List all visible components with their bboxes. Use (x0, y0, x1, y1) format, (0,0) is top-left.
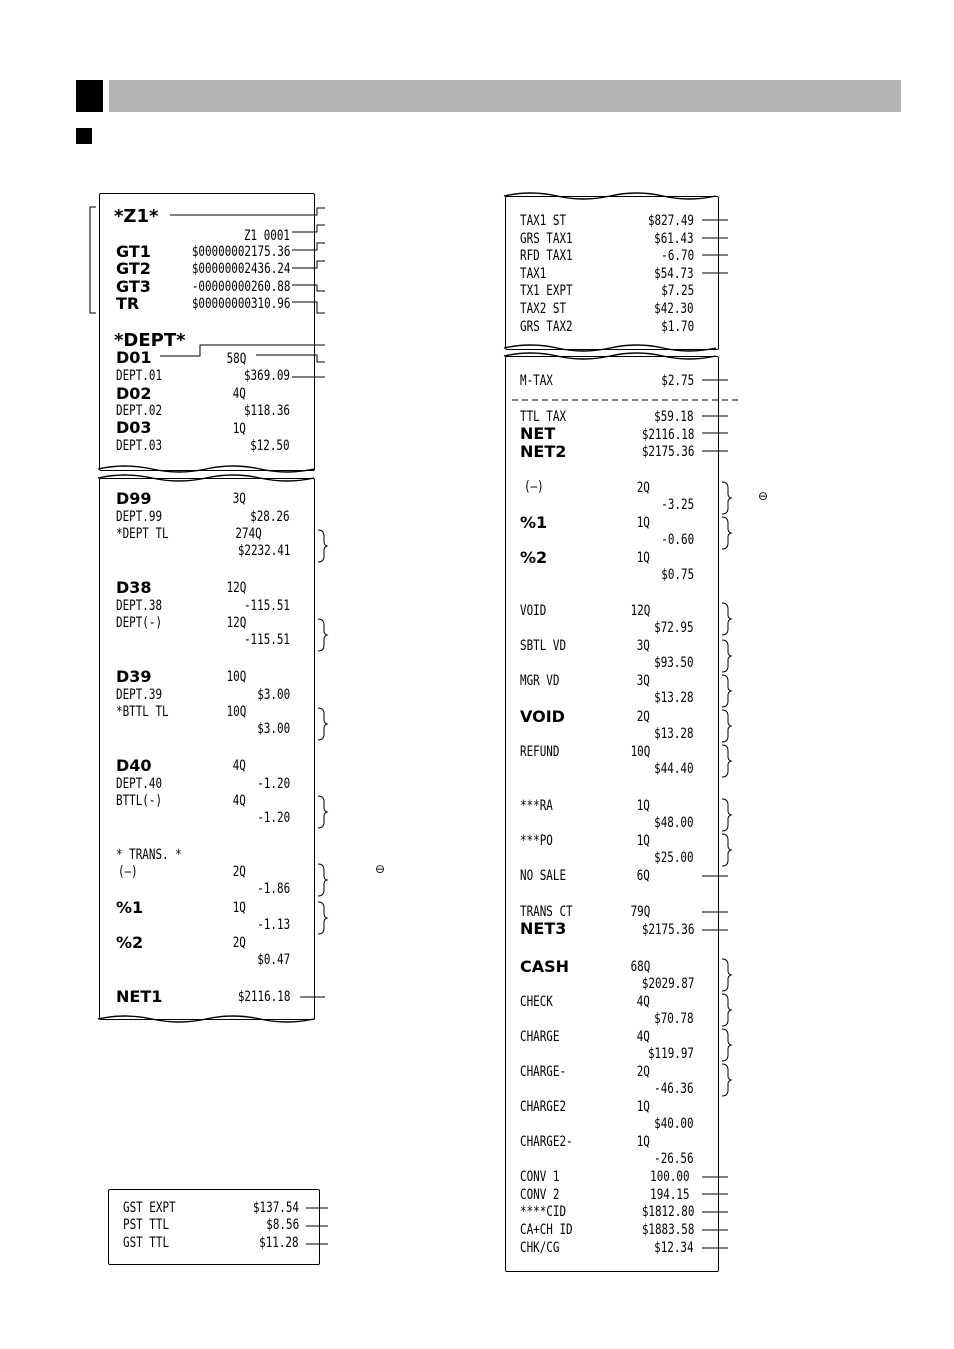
net-value: $2116.18 (641, 427, 694, 443)
sbtlvd-qty: 3Q (636, 638, 650, 654)
conv1-label: CONV 1 (520, 1169, 560, 1185)
nosale-qty: 6Q (636, 868, 650, 884)
conv1-value: 100.00 (650, 1169, 690, 1185)
d38-qty: 12Q (226, 580, 246, 596)
dept03-value: $12.50 (250, 438, 290, 454)
dept39-value: $3.00 (257, 687, 290, 703)
net3-label: NET3 (520, 919, 567, 938)
mtax-label: M-TAX (520, 373, 553, 389)
dept39-label: DEPT.39 (116, 687, 163, 703)
tax2st-label: TAX2 ST (520, 301, 567, 317)
tax1st-value: $827.49 (647, 213, 694, 229)
net1-value: $2116.18 (237, 989, 290, 1005)
pct1-label: %1 (520, 513, 548, 532)
charge2-qty: 1Q (636, 1099, 650, 1115)
grstax2-value: $1.70 (661, 319, 694, 335)
sbtlvd-label: SBTL VD (520, 638, 567, 654)
pstttl-value: $8.56 (266, 1217, 299, 1233)
minus-qty: 2Q (232, 864, 246, 880)
check-label: CHECK (520, 994, 553, 1010)
bttltl-label: *BTTL TL (116, 704, 169, 720)
trans-title: * TRANS. * (116, 847, 182, 863)
po-label: ***PO (520, 833, 553, 849)
bttlm-value: -1.20 (257, 810, 290, 826)
cachid-label: CA+CH ID (520, 1222, 573, 1238)
depttl-label: *DEPT TL (116, 526, 169, 542)
tax2st-value: $42.30 (654, 301, 694, 317)
bttltl-qty: 10Q (226, 704, 246, 720)
cash-qty: 68Q (630, 959, 650, 975)
depttl-qty: 274Q (235, 526, 262, 542)
rfdtax1-label: RFD TAX1 (520, 248, 573, 264)
po-qty: 1Q (636, 833, 650, 849)
gstttl-label: GST TTL (123, 1235, 170, 1251)
d38-label: D38 (116, 578, 152, 597)
grstax2-label: GRS TAX2 (520, 319, 573, 335)
dept03-label: DEPT.03 (116, 438, 163, 454)
tx1expt-value: $7.25 (661, 283, 694, 299)
minus-circle-icon: ⊖ (375, 862, 386, 876)
d03-qty: 1Q (232, 421, 246, 437)
transct-label: TRANS CT (520, 904, 573, 920)
z1-counter: Z1 0001 (243, 228, 290, 244)
chargem-value: -46.36 (654, 1081, 694, 1097)
refund-value: $44.40 (654, 761, 694, 777)
d02-qty: 4Q (232, 386, 246, 402)
charge2m-label: CHARGE2- (520, 1134, 573, 1150)
ra-value: $48.00 (654, 815, 694, 831)
grstax1-label: GRS TAX1 (520, 231, 573, 247)
minus-value: -1.86 (257, 881, 290, 897)
gt1-value: $00000002175.36 (191, 244, 290, 260)
depttl-value: $2232.41 (237, 543, 290, 559)
dept40-value: -1.20 (257, 776, 290, 792)
dept38-label: DEPT.38 (116, 598, 163, 614)
d40-label: D40 (116, 756, 152, 775)
void-value: $72.95 (654, 620, 694, 636)
check-qty: 4Q (636, 994, 650, 1010)
deptm-value: -115.51 (243, 632, 290, 648)
d99-label: D99 (116, 489, 152, 508)
ra-qty: 1Q (636, 798, 650, 814)
chkcg-label: CHK/CG (520, 1240, 560, 1256)
pct1-value: -1.13 (257, 917, 290, 933)
ttltax-value: $59.18 (654, 409, 694, 425)
minus-label: (—) (118, 864, 138, 880)
sbtlvd-value: $93.50 (654, 655, 694, 671)
cachid-value: $1883.58 (641, 1222, 694, 1238)
chkcg-value: $12.34 (654, 1240, 694, 1256)
cid-value: $1812.80 (641, 1204, 694, 1220)
pct1-value: -0.60 (661, 532, 694, 548)
net1-label: NET1 (116, 987, 163, 1006)
net-label: NET (520, 424, 556, 443)
cid-label: ****CID (520, 1204, 567, 1220)
conv2-value: 194.15 (650, 1187, 690, 1203)
minus-value: -3.25 (661, 497, 694, 513)
pct2-label: %2 (520, 548, 548, 567)
bttlm-label: BTTL(-) (116, 793, 163, 809)
dept02-label: DEPT.02 (116, 403, 163, 419)
dept01-value: $369.09 (243, 368, 290, 384)
deptm-qty: 12Q (226, 615, 246, 631)
pct1-qty: 1Q (636, 515, 650, 531)
mgrvd-label: MGR VD (520, 673, 560, 689)
void-bold-qty: 2Q (636, 709, 650, 725)
gstexpt-value: $137.54 (252, 1200, 299, 1216)
bttltl-value: $3.00 (257, 721, 290, 737)
cash-value: $2029.87 (641, 976, 694, 992)
chargem-label: CHARGE- (520, 1064, 567, 1080)
charge-qty: 4Q (636, 1029, 650, 1045)
cash-label: CASH (520, 957, 570, 976)
charge2-value: $40.00 (654, 1116, 694, 1132)
dept40-label: DEPT.40 (116, 776, 163, 792)
refund-label: REFUND (520, 744, 560, 760)
tax1-value: $54.73 (654, 266, 694, 282)
pct2-value: $0.47 (257, 952, 290, 968)
d01-label: D01 (116, 348, 152, 367)
tax1-label: TAX1 (520, 266, 547, 282)
tr-label: TR (116, 294, 140, 313)
mgrvd-value: $13.28 (654, 690, 694, 706)
ra-label: ***RA (520, 798, 553, 814)
minus-qty: 2Q (636, 480, 650, 496)
d02-label: D02 (116, 384, 152, 403)
gt3-label: GT3 (116, 277, 151, 296)
gt2-label: GT2 (116, 259, 151, 278)
deptm-label: DEPT(-) (116, 615, 163, 631)
z1-title: *Z1* (114, 206, 159, 227)
tax1st-label: TAX1 ST (520, 213, 567, 229)
nosale-label: NO SALE (520, 868, 567, 884)
dept01-label: DEPT.01 (116, 368, 163, 384)
net3-value: $2175.36 (641, 922, 694, 938)
conv2-label: CONV 2 (520, 1187, 560, 1203)
d39-qty: 10Q (226, 669, 246, 685)
bttlm-qty: 4Q (232, 793, 246, 809)
charge2-label: CHARGE2 (520, 1099, 567, 1115)
pct2-qty: 1Q (636, 550, 650, 566)
void-label: VOID (520, 603, 547, 619)
mtax-value: $2.75 (661, 373, 694, 389)
pct2-qty: 2Q (232, 935, 246, 951)
gt1-label: GT1 (116, 242, 151, 261)
grstax1-value: $61.43 (654, 231, 694, 247)
refund-qty: 10Q (630, 744, 650, 760)
net2-label: NET2 (520, 442, 567, 461)
charge-value: $119.97 (647, 1046, 694, 1062)
void-bold-value: $13.28 (654, 726, 694, 742)
d03-label: D03 (116, 418, 152, 437)
tx1expt-label: TX1 EXPT (520, 283, 573, 299)
gstttl-value: $11.28 (259, 1235, 299, 1251)
d99-qty: 3Q (232, 491, 246, 507)
tr-value: $00000000310.96 (191, 296, 290, 312)
transct-qty: 79Q (630, 904, 650, 920)
pct1-label: %1 (116, 898, 144, 917)
void-qty: 12Q (630, 603, 650, 619)
dept38-value: -115.51 (243, 598, 290, 614)
charge-label: CHARGE (520, 1029, 560, 1045)
po-value: $25.00 (654, 850, 694, 866)
charge2m-qty: 1Q (636, 1134, 650, 1150)
void-bold-label: VOID (520, 707, 565, 726)
rfdtax1-value: -6.70 (661, 248, 694, 264)
d40-qty: 4Q (232, 758, 246, 774)
d39-label: D39 (116, 667, 152, 686)
gstexpt-label: GST EXPT (123, 1200, 176, 1216)
pct1-qty: 1Q (232, 900, 246, 916)
check-value: $70.78 (654, 1011, 694, 1027)
gt3-value: -00000000260.88 (191, 279, 290, 295)
net2-value: $2175.36 (641, 444, 694, 460)
minus-circle-icon: ⊖ (758, 489, 769, 503)
d01-qty: 58Q (226, 351, 246, 367)
charge2m-value: -26.56 (654, 1151, 694, 1167)
pct2-value: $0.75 (661, 567, 694, 583)
minus-label: (—) (524, 479, 544, 495)
dept99-label: DEPT.99 (116, 509, 163, 525)
gt2-value: $00000002436.24 (191, 261, 290, 277)
dept99-value: $28.26 (250, 509, 290, 525)
chargem-qty: 2Q (636, 1064, 650, 1080)
mgrvd-qty: 3Q (636, 673, 650, 689)
dept02-value: $118.36 (243, 403, 290, 419)
pct2-label: %2 (116, 933, 144, 952)
ttltax-label: TTL TAX (520, 409, 567, 425)
pstttl-label: PST TTL (123, 1217, 170, 1233)
dept-title: *DEPT* (114, 330, 186, 351)
